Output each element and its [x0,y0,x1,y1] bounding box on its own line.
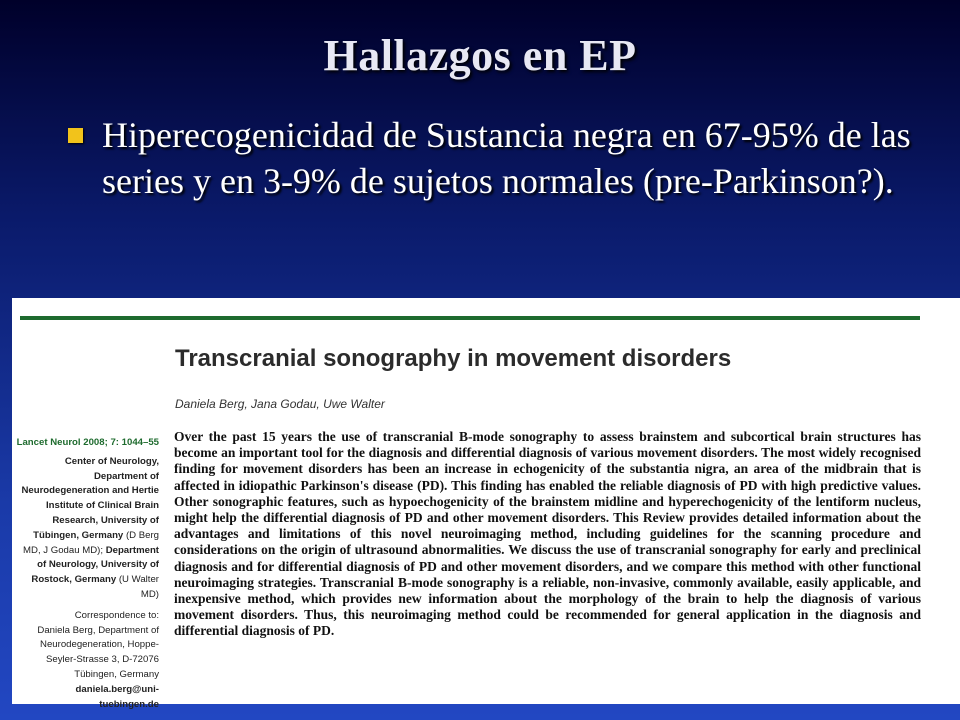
article-abstract: Over the past 15 years the use of transcranial B-mode sonography to assess brainstem and subcortical brain structures has become an important tool for the diagnosis and differential diagnosis of various movement disorders. The most widely recognised finding for movement disorders has been an increase in echogenicity of the substantia nigra, an area of the midbrain that is affected in idiopathic Parkinson's disease (PD). This finding has enabled the reliable diagnosis of PD with high predictive values. Other sonographic features, such as hypoechogenicity of the brainstem midline and hyperechogenicity of the lentiform nucleus, might help the differential diagnosis of PD and other movement disorders. This Review provides detailed information about the advantages and limitations of this novel neuroimaging method, including guidelines for the scanning procedure and considerations on the origin of ultrasound abnormalities. We discuss the use of transcranial sonography for early and preclinical diagnosis and for differential diagnosis of PD and other movement disorders, and we compare this method with other functional neuroimaging strategies. Transcranial B-mode sonography is a reliable, non-invasive, commonly available, easily applicable, and inexpensive method, which provides new information about the morphology of the brain to help the diagnosis of various movement disorders. Thus, this neuroimaging method could be recommended for general application in the diagnosis and differential diagnosis of PD. [174,429,921,639]
article-title: Transcranial sonography in movement disorders [175,345,732,372]
affiliations [16,455,159,603]
article-authors: Daniela Berg, Jana Godau, Uwe Walter [175,397,385,411]
affiliation-2: Department of Neurology, University of Rostock, Germany [31,544,159,586]
affiliation-1-authors: (D Berg MD, J Godau MD); [23,529,159,556]
article-sidebar [16,436,159,712]
affiliation-2-authors: (U Walter MD) [118,574,159,600]
affiliation-1: Center of Neurology, Department of Neurodegeneration and Hertie Institute of Clinical Brain Research, University of Tübingen, Germany [21,455,159,541]
square-bullet-icon [68,128,83,143]
journal-citation: Lancet Neurol 2008; 7: 1044–55 [16,437,159,448]
correspondence-email: daniela.berg@uni-tuebingen.de [75,683,159,710]
bullet-text: Hiperecogenicidad de Sustancia negra en 67-95% de las series y en 3-9% de sujetos normales (pre-Parkinson?). [102,115,911,201]
slide-title: Hallazgos en EP [323,31,637,80]
divider [20,316,920,320]
article-image [12,298,960,710]
correspondence-label: Correspondence to: [74,609,159,621]
correspondence-address: Daniela Berg, Department of Neurodegeneration, Hoppe-Seyler-Strasse 3, D-72076 Tübingen, Germany [37,624,159,680]
